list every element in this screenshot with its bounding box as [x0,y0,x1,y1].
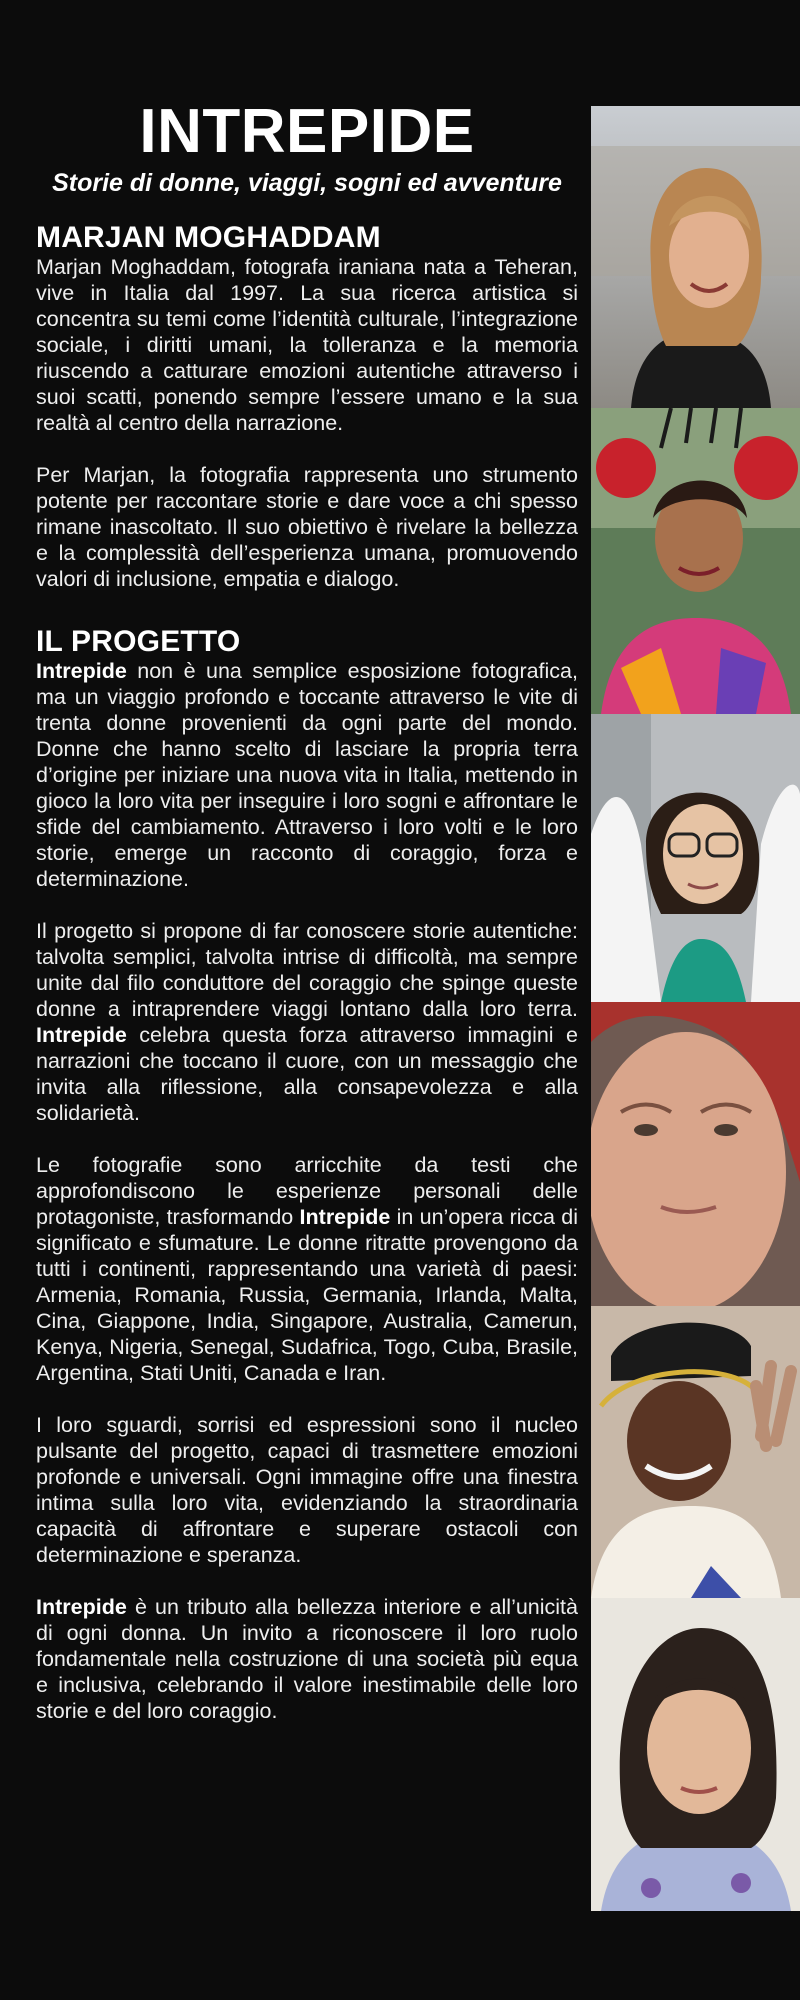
portrait-photo-2 [591,408,800,714]
intrepide-bold: Intrepide [36,1023,127,1047]
project-paragraph-2: Il progetto si propone di far conoscere storie autentiche: talvolta semplici, talvolta intrise di difficoltà, ma sempre unite dal filo conduttore del coraggio che spinge queste donne a intraprendere viaggi lontano dalla loro terra. Intrepide celebra questa forza attraverso immagini e narrazioni che toccano il cuore, con un messaggio che invita alla riflessione, alla consapevolezza e alla solidarietà. [36,919,578,1125]
intrepide-bold: Intrepide [36,1595,127,1619]
portrait-photo-6 [591,1598,800,1911]
portrait-photo-3 [591,714,800,1002]
intrepide-bold: Intrepide [299,1205,391,1229]
project-paragraph-1: Intrepide non è una semplice esposizione fotografica, ma un viaggio profondo e toccante attraverso le vite di trenta donne provenienti da ogni parte del mondo. Donne che hanno scelto di lasciare la propria terra d’origine per iniziare una nuova vita in Italia, mettendo in gioco la loro vita per inseguire i loro sogni e affrontare le sfide del cambiamento. Attraverso i loro volti e le loro storie, emerge un racconto di coraggio, forza e determinazione. [36,659,578,891]
portrait-column [591,106,800,1911]
intrepide-bold: Intrepide [36,659,127,683]
project-paragraph-5: Intrepide è un tributo alla bellezza interiore e all’unicità di ogni donna. Un invito a riconoscere il loro ruolo fondamentale nella costruzione di una società più equa e inclusiva, celebrando il valore inestimabile delle loro storie e del loro coraggio. [36,1595,578,1723]
author-paragraph-1: Marjan Moghaddam, fotografa iraniana nata a Teheran, vive in Italia dal 1997. La sua ricerca artistica si concentra su temi come l’identità culturale, l’integrazione sociale, i diritti umani, la tolleranza e la memoria riuscendo a catturare emozioni autentiche attraverso i suoi scatti, ponendo sempre l’essere umano e la sua realtà al centro della narrazione. [36,255,578,435]
project-heading: IL PROGETTO [36,625,241,658]
project-paragraph-3: Le fotografie sono arricchite da testi che approfondiscono le esperienze personali delle protagoniste, trasformando Intrepide in un’opera ricca di significato e sfumature. Le donne ritratte provengono da tutti i continenti, rappresentando una varietà di paesi: Armenia, Romania, Russia, Germania, Irlanda, Malta, Cina, Giappone, India, Singapore, Australia, Camerun, Kenya, Nigeria, Senegal, Sudafrica, Togo, Cuba, Brasile, Argentina, Stati Uniti, Canada e Iran. [36,1153,578,1385]
author-heading: MARJAN MOGHADDAM [36,221,381,254]
page-subtitle: Storie di donne, viaggi, sogni ed avventure [52,169,562,197]
portrait-photo-4 [591,1002,800,1306]
portrait-photo-5 [591,1306,800,1598]
author-paragraph-2: Per Marjan, la fotografia rappresenta uno strumento potente per raccontare storie e dare voce a chi spesso rimane inascoltato. Il suo obiettivo è rivelare la bellezza e la complessità dell’esperienza umana, promuovendo valori di inclusione, empatia e dialogo. [36,463,578,591]
portrait-photo-1 [591,106,800,408]
page-title: INTREPIDE [139,97,475,166]
project-paragraph-4: I loro sguardi, sorrisi ed espressioni sono il nucleo pulsante del progetto, capaci di trasmettere emozioni profonde e universali. Ogni immagine offre una finestra intima sulla loro vita, evidenziando la straordinaria capacità di affrontare e superare ostacoli con determinazione e speranza. [36,1413,578,1567]
text-column [36,96,578,1724]
